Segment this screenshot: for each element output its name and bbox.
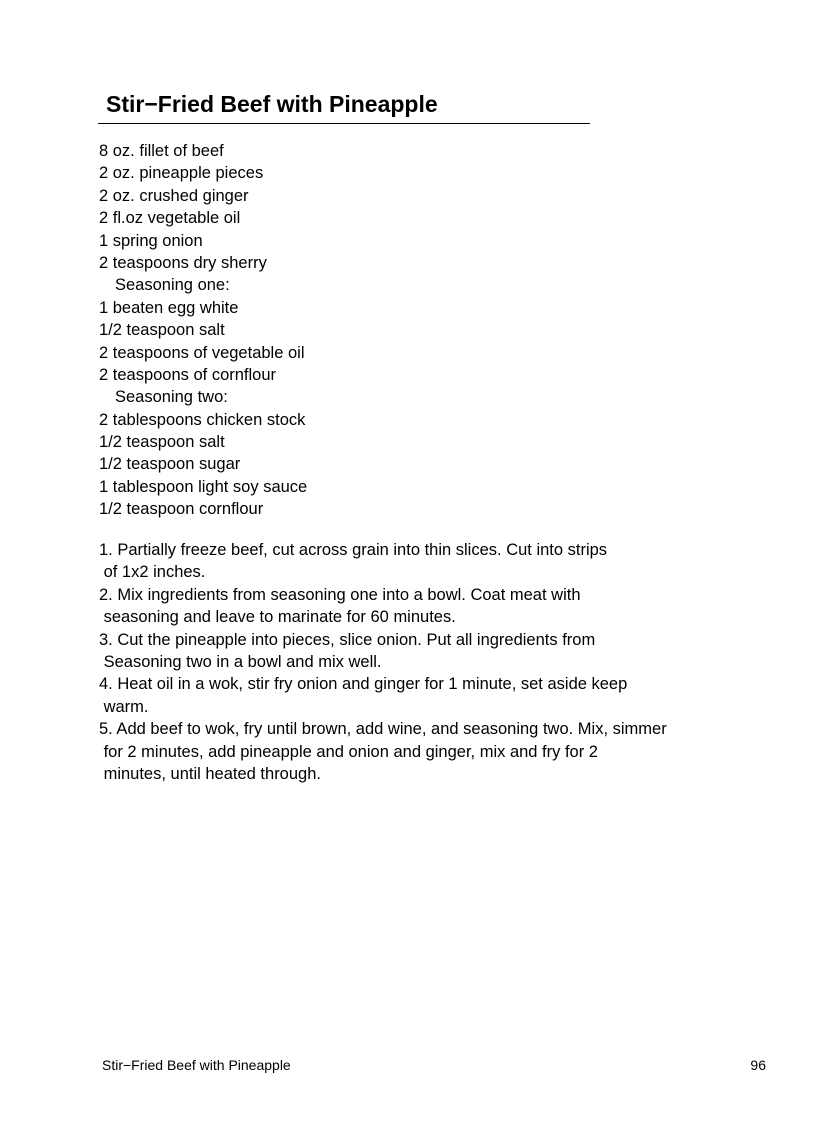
title-underline <box>98 123 590 124</box>
method-step <box>99 539 739 584</box>
method-step <box>99 629 739 674</box>
seasoning-one-heading: Seasoning one: <box>115 276 230 295</box>
ingredient-item: 1 spring onion <box>99 231 203 250</box>
method-step <box>99 718 739 785</box>
method-step-text: 2. Mix ingredients from seasoning one into a bowl. Coat meat with seasoning and leave to marinate for 60 minutes. <box>99 585 581 627</box>
ingredient-item: 1 tablespoon light soy sauce <box>99 477 308 496</box>
ingredient-item: 8 oz. fillet of beef <box>99 142 224 160</box>
ingredient-item: 2 teaspoons of cornflour <box>99 365 277 384</box>
method-step-text: 3. Cut the pineapple into pieces, slice onion. Put all ingredients from Seasoning two in a bowl and mix well. <box>99 630 596 672</box>
ingredient-item: 1 beaten egg white <box>99 298 239 317</box>
page-number: 96 <box>750 1057 766 1073</box>
ingredients-list <box>99 140 307 521</box>
page-title: Stir−Fried Beef with Pineapple <box>106 91 438 117</box>
footer-title: Stir−Fried Beef with Pineapple <box>102 1057 291 1073</box>
ingredient-item: 2 fl.oz vegetable oil <box>99 209 241 228</box>
ingredient-item: 2 teaspoons of vegetable oil <box>99 343 305 362</box>
ingredient-item: 1/2 teaspoon salt <box>99 433 225 452</box>
seasoning-two-heading: Seasoning two: <box>115 388 228 407</box>
ingredient-item: 2 teaspoons dry sherry <box>99 253 267 272</box>
method-steps <box>99 539 739 785</box>
ingredient-item: 2 tablespoons chicken stock <box>99 410 306 429</box>
ingredient-item: 2 oz. pineapple pieces <box>99 164 264 183</box>
ingredient-item: 1/2 teaspoon sugar <box>99 455 241 474</box>
method-step <box>99 584 739 629</box>
ingredient-item: 2 oz. crushed ginger <box>99 186 249 205</box>
method-step <box>99 673 739 718</box>
method-step-text: 4. Heat oil in a wok, stir fry onion and ginger for 1 minute, set aside keep warm. <box>99 675 628 716</box>
method-step-text: 5. Add beef to wok, fry until brown, add wine, and seasoning two. Mix, simmer for 2 minutes, add pineapple and onion and ginger, mix and fry for 2 minutes, until heated through. <box>99 720 667 784</box>
ingredient-item: 1/2 teaspoon salt <box>99 321 225 340</box>
ingredient-item: 1/2 teaspoon cornflour <box>99 500 264 519</box>
method-step-text: 1. Partially freeze beef, cut across grain into thin slices. Cut into strips of 1x2 inches. <box>99 541 608 582</box>
